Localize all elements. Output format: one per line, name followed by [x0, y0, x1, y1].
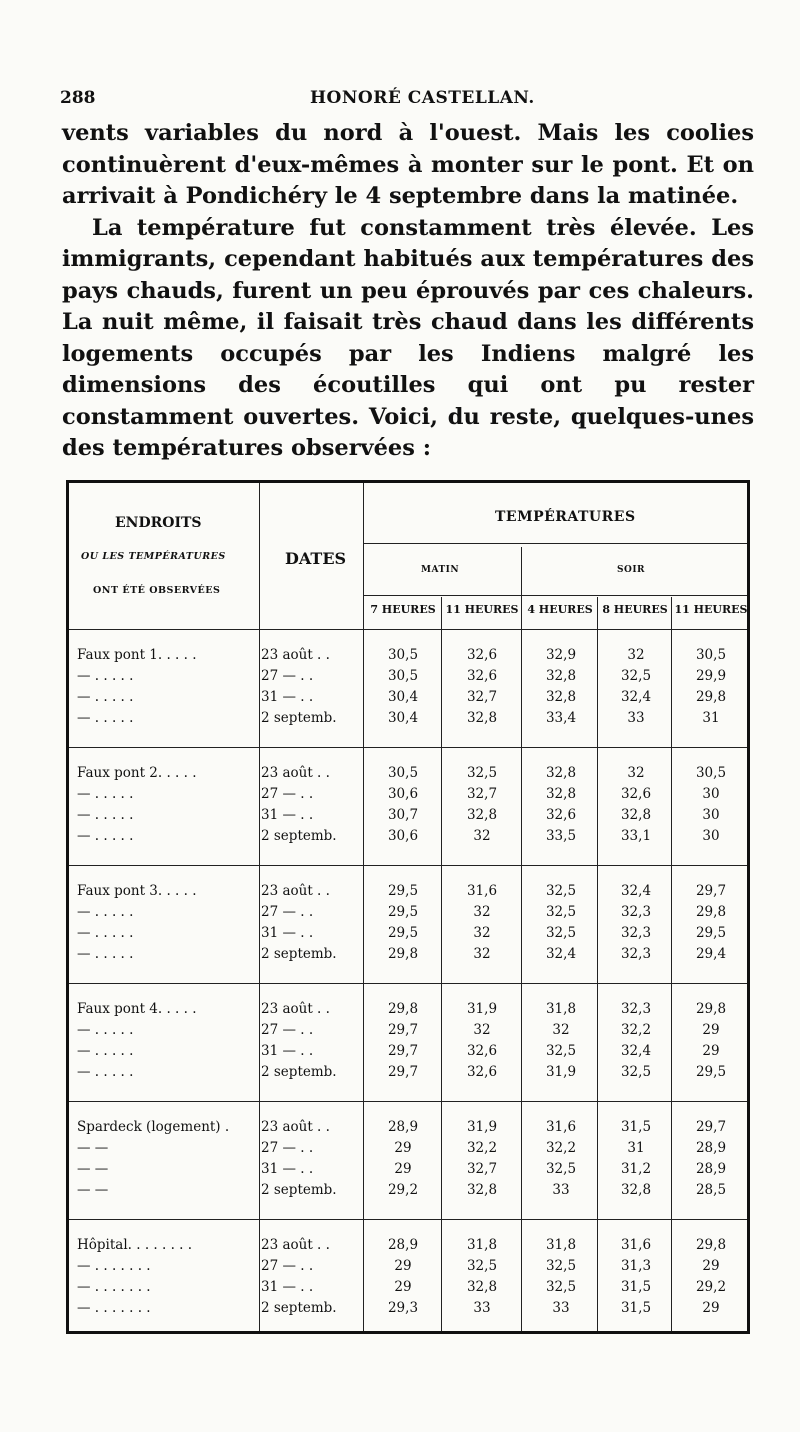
running-header	[60, 88, 760, 112]
date-cell: 2 septemb.	[261, 1300, 337, 1316]
table-row	[69, 668, 747, 690]
header-rule	[363, 595, 747, 596]
temp-cell: 32,2	[620, 1022, 652, 1038]
table-row	[69, 904, 747, 926]
temp-cell: 30,7	[387, 807, 419, 823]
temp-cell: 32,5	[620, 668, 652, 684]
temp-cell: 31,9	[466, 1001, 498, 1017]
temp-cell: 30	[702, 828, 720, 844]
temp-cell: 33,1	[620, 828, 652, 844]
temp-cell: 31,9	[466, 1119, 498, 1135]
temp-cell: 32,6	[545, 807, 577, 823]
temp-cell: 28,9	[695, 1161, 727, 1177]
temp-cell: 32,6	[466, 1043, 498, 1059]
temp-cell: 32,6	[466, 668, 498, 684]
temp-cell: 28,9	[387, 1119, 419, 1135]
temp-cell: 30,6	[387, 828, 419, 844]
temp-cell: 32,5	[545, 1279, 577, 1295]
temp-cell: 32,8	[545, 689, 577, 705]
place-cell: — . . . . .	[77, 710, 134, 726]
temp-cell: 30	[702, 786, 720, 802]
temp-cell: 33,5	[545, 828, 577, 844]
temp-cell: 32,6	[620, 786, 652, 802]
temp-cell: 32	[627, 765, 645, 781]
place-cell: — . . . . . . .	[77, 1279, 151, 1295]
temp-cell: 29	[702, 1300, 720, 1316]
temp-cell: 32	[473, 1022, 491, 1038]
place-cell: — . . . . . . .	[77, 1300, 151, 1316]
temp-cell: 32,5	[545, 1161, 577, 1177]
temp-cell: 29,8	[695, 1001, 727, 1017]
temp-cell: 32,9	[545, 647, 577, 663]
table-row	[69, 883, 747, 905]
temp-cell: 33	[627, 710, 645, 726]
temp-cell: 29	[394, 1140, 412, 1156]
temp-cell: 32,3	[620, 1001, 652, 1017]
header-endroits: ENDROITS	[115, 515, 202, 531]
temp-cell: 30,4	[387, 710, 419, 726]
temp-cell: 29,8	[695, 1237, 727, 1253]
header-hour-11-matin: 11 HEURES	[445, 603, 519, 616]
header-soir: SOIR	[617, 565, 646, 575]
temperature-table	[66, 480, 750, 1334]
temp-cell: 31,5	[620, 1300, 652, 1316]
date-cell: 23 août . .	[261, 1001, 330, 1017]
temp-cell: 32,8	[545, 668, 577, 684]
date-cell: 31 — . .	[261, 1279, 314, 1295]
place-cell: Spardeck (logement) .	[77, 1119, 230, 1135]
place-cell: — —	[77, 1161, 109, 1177]
temp-cell: 29,8	[695, 689, 727, 705]
place-cell: Hôpital. . . . . . . .	[77, 1237, 193, 1253]
place-cell: — . . . . .	[77, 786, 134, 802]
place-cell: — . . . . .	[77, 668, 134, 684]
temp-cell: 32	[473, 904, 491, 920]
group-rule	[69, 747, 747, 748]
header-rule	[363, 543, 747, 544]
temp-cell: 32,4	[620, 1043, 652, 1059]
temp-cell: 32,5	[620, 1064, 652, 1080]
temp-cell: 29,5	[695, 1064, 727, 1080]
date-cell: 23 août . .	[261, 1119, 330, 1135]
place-cell: Faux pont 4. . . . .	[77, 1001, 197, 1017]
date-cell: 27 — . .	[261, 1258, 314, 1274]
place-cell: — . . . . .	[77, 807, 134, 823]
place-cell: — . . . . .	[77, 1064, 134, 1080]
temp-cell: 32,5	[545, 925, 577, 941]
date-cell: 27 — . .	[261, 1140, 314, 1156]
temp-cell: 29	[702, 1043, 720, 1059]
temp-cell: 32,3	[620, 946, 652, 962]
temp-cell: 32,5	[545, 1043, 577, 1059]
running-title: HONORÉ CASTELLAN.	[310, 88, 535, 108]
temp-cell: 31,8	[545, 1001, 577, 1017]
date-cell: 23 août . .	[261, 883, 330, 899]
place-cell: Faux pont 3. . . . .	[77, 883, 197, 899]
temp-cell: 29,4	[695, 946, 727, 962]
header-dates: DATES	[285, 549, 347, 568]
temp-cell: 29,9	[695, 668, 727, 684]
temp-cell: 32,2	[466, 1140, 498, 1156]
temp-cell: 29,3	[387, 1300, 419, 1316]
temp-cell: 29	[394, 1279, 412, 1295]
temp-cell: 32,8	[620, 807, 652, 823]
temp-cell: 29	[394, 1258, 412, 1274]
date-cell: 31 — . .	[261, 925, 314, 941]
temp-cell: 29,7	[387, 1064, 419, 1080]
temp-cell: 33,4	[545, 710, 577, 726]
temp-cell: 29,2	[695, 1279, 727, 1295]
temp-cell: 31,8	[466, 1237, 498, 1253]
temp-cell: 32,3	[620, 904, 652, 920]
date-cell: 31 — . .	[261, 807, 314, 823]
temp-cell: 32	[627, 647, 645, 663]
table-row	[69, 1140, 747, 1162]
date-cell: 27 — . .	[261, 668, 314, 684]
place-cell: — . . . . .	[77, 689, 134, 705]
temp-cell: 33	[552, 1300, 570, 1316]
temp-cell: 32,8	[545, 786, 577, 802]
temp-cell: 33	[552, 1182, 570, 1198]
temp-cell: 32	[473, 828, 491, 844]
table-row	[69, 1161, 747, 1183]
group-rule	[69, 1101, 747, 1102]
date-cell: 2 septemb.	[261, 828, 337, 844]
temp-cell: 32	[473, 925, 491, 941]
temp-cell: 30	[702, 807, 720, 823]
temp-cell: 30,4	[387, 689, 419, 705]
temp-cell: 32,8	[545, 765, 577, 781]
date-cell: 31 — . .	[261, 1043, 314, 1059]
date-cell: 31 — . .	[261, 689, 314, 705]
temp-cell: 32,5	[466, 765, 498, 781]
temp-cell: 29,8	[387, 1001, 419, 1017]
temp-cell: 32,4	[620, 689, 652, 705]
temp-cell: 29,8	[695, 904, 727, 920]
table-row	[69, 925, 747, 947]
temp-cell: 31,6	[620, 1237, 652, 1253]
temp-cell: 32,5	[545, 1258, 577, 1274]
temp-cell: 31,3	[620, 1258, 652, 1274]
temp-cell: 31	[627, 1140, 645, 1156]
temp-cell: 30,6	[387, 786, 419, 802]
temp-cell: 32,2	[545, 1140, 577, 1156]
table-row	[69, 1237, 747, 1259]
temp-cell: 30,5	[387, 765, 419, 781]
temp-cell: 33	[473, 1300, 491, 1316]
temp-cell: 32,6	[466, 647, 498, 663]
header-hour-11-soir: 11 HEURES	[674, 603, 748, 616]
temp-cell: 32,5	[545, 883, 577, 899]
temp-cell: 31,2	[620, 1161, 652, 1177]
temp-cell: 32,5	[466, 1258, 498, 1274]
temp-cell: 32,8	[466, 1182, 498, 1198]
header-temperatures: TEMPÉRATURES	[495, 509, 636, 525]
date-cell: 27 — . .	[261, 904, 314, 920]
temp-cell: 29	[394, 1161, 412, 1177]
place-cell: — . . . . . . .	[77, 1258, 151, 1274]
table-row	[69, 1022, 747, 1044]
date-cell: 2 septemb.	[261, 1182, 337, 1198]
temp-cell: 31,6	[466, 883, 498, 899]
temp-cell: 32,7	[466, 1161, 498, 1177]
temp-cell: 32,8	[466, 807, 498, 823]
group-rule	[69, 1219, 747, 1220]
header-hour-7: 7 HEURES	[370, 603, 436, 616]
table-row	[69, 1258, 747, 1280]
table-row	[69, 765, 747, 787]
temp-cell: 31,6	[545, 1119, 577, 1135]
temp-cell: 29,7	[695, 1119, 727, 1135]
date-cell: 2 septemb.	[261, 710, 337, 726]
header-hour-8: 8 HEURES	[602, 603, 668, 616]
temp-cell: 31,5	[620, 1279, 652, 1295]
header-endroits-sub1: OU LES TEMPÉRATURES	[81, 551, 226, 562]
table-row	[69, 1300, 747, 1322]
table-row	[69, 1043, 747, 1065]
temp-cell: 29	[702, 1022, 720, 1038]
place-cell: — —	[77, 1140, 109, 1156]
temp-cell: 28,9	[387, 1237, 419, 1253]
date-cell: 2 septemb.	[261, 946, 337, 962]
date-cell: 23 août . .	[261, 765, 330, 781]
temp-cell: 32	[552, 1022, 570, 1038]
group-rule	[69, 983, 747, 984]
temp-cell: 29	[702, 1258, 720, 1274]
temp-cell: 29,5	[387, 904, 419, 920]
date-cell: 23 août . .	[261, 647, 330, 663]
temp-cell: 30,5	[695, 647, 727, 663]
temp-cell: 32,3	[620, 925, 652, 941]
place-cell: — —	[77, 1182, 109, 1198]
place-cell: — . . . . .	[77, 925, 134, 941]
place-cell: — . . . . .	[77, 946, 134, 962]
header-hour-4: 4 HEURES	[527, 603, 593, 616]
temp-cell: 32,7	[466, 786, 498, 802]
temp-cell: 29,7	[695, 883, 727, 899]
table-row	[69, 946, 747, 968]
temp-cell: 31,8	[545, 1237, 577, 1253]
date-cell: 27 — . .	[261, 786, 314, 802]
date-cell: 27 — . .	[261, 1022, 314, 1038]
header-endroits-sub2: ONT ÉTÉ OBSERVÉES	[93, 585, 221, 596]
place-cell: Faux pont 2. . . . .	[77, 765, 197, 781]
temp-cell: 32,4	[620, 883, 652, 899]
temp-cell: 29,2	[387, 1182, 419, 1198]
temp-cell: 32,4	[545, 946, 577, 962]
table-row	[69, 807, 747, 829]
temp-cell: 30,5	[387, 668, 419, 684]
temp-cell: 32,5	[545, 904, 577, 920]
table-row	[69, 1182, 747, 1204]
temp-cell: 30,5	[387, 647, 419, 663]
group-rule	[69, 865, 747, 866]
table-row	[69, 1279, 747, 1301]
place-cell: — . . . . .	[77, 904, 134, 920]
temp-cell: 31	[702, 710, 720, 726]
temp-cell: 32,8	[466, 710, 498, 726]
table-row	[69, 647, 747, 669]
date-cell: 23 août . .	[261, 1237, 330, 1253]
date-cell: 31 — . .	[261, 1161, 314, 1177]
table-row	[69, 828, 747, 850]
table-row	[69, 786, 747, 808]
temp-cell: 32,8	[620, 1182, 652, 1198]
temp-cell: 29,5	[695, 925, 727, 941]
table-row	[69, 1064, 747, 1086]
temp-cell: 29,8	[387, 946, 419, 962]
temp-cell: 32,6	[466, 1064, 498, 1080]
temp-cell: 29,5	[387, 925, 419, 941]
temp-cell: 32,8	[466, 1279, 498, 1295]
place-cell: Faux pont 1. . . . .	[77, 647, 197, 663]
table-row	[69, 1119, 747, 1141]
table-row	[69, 1001, 747, 1023]
place-cell: — . . . . .	[77, 828, 134, 844]
temp-cell: 31,5	[620, 1119, 652, 1135]
date-cell: 2 septemb.	[261, 1064, 337, 1080]
header-matin: MATIN	[421, 565, 460, 575]
temp-cell: 29,7	[387, 1022, 419, 1038]
paragraph-2: La température fut constamment très élevée. Les immigrants, cependant habitués aux températures des pays chauds, furent un peu éprouvés par ces chaleurs. La nuit même, il faisait très chaud dans les différents logements occupés par les Indiens malgré les dimensions des écoutilles qui ont pu rester constamment ouvertes. Voici, du reste, quelques-unes des températures observées :	[62, 214, 754, 461]
paragraph-1: vents variables du nord à l'ouest. Mais les coolies continuèrent d'eux-mêmes à monter sur le pont. Et on arrivait à Pondichéry le 4 septembre dans la matinée.	[62, 120, 754, 209]
table-row	[69, 710, 747, 732]
table-row	[69, 689, 747, 711]
temp-cell: 29,5	[387, 883, 419, 899]
place-cell: — . . . . .	[77, 1022, 134, 1038]
temp-cell: 32	[473, 946, 491, 962]
place-cell: — . . . . .	[77, 1043, 134, 1059]
temp-cell: 31,9	[545, 1064, 577, 1080]
temp-cell: 32,7	[466, 689, 498, 705]
temp-cell: 28,5	[695, 1182, 727, 1198]
header-rule	[69, 629, 747, 630]
body-text	[62, 118, 754, 465]
temp-cell: 30,5	[695, 765, 727, 781]
page-number: 288	[60, 88, 96, 108]
temp-cell: 28,9	[695, 1140, 727, 1156]
temp-cell: 29,7	[387, 1043, 419, 1059]
